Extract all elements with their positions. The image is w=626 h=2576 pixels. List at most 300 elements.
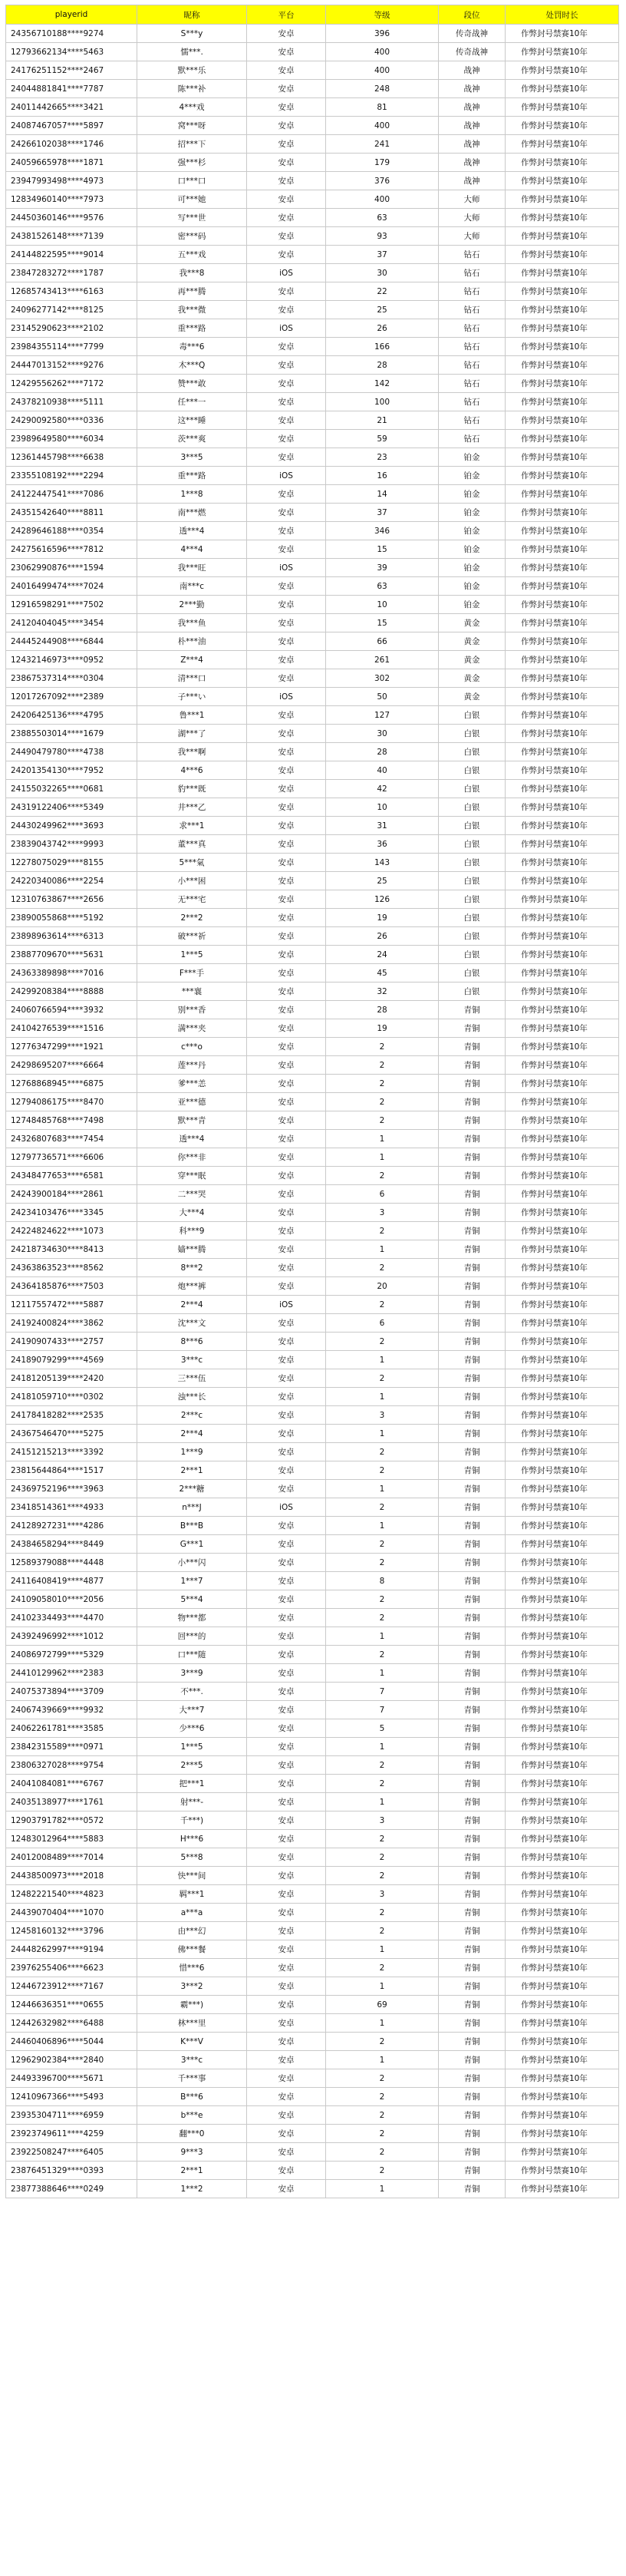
table-row	[6, 743, 619, 761]
cell-nickname: S***y	[137, 25, 247, 43]
cell-level: 2	[326, 1443, 439, 1461]
cell-playerid: 12794086175****8470	[6, 1093, 137, 1111]
cell-level: 81	[326, 98, 439, 117]
cell-nickname: 回***的	[137, 1627, 247, 1646]
cell-playerid: 24445244908****6844	[6, 632, 137, 651]
cell-level: 28	[326, 1001, 439, 1019]
cell-rank: 黄金	[439, 632, 506, 651]
cell-level: 10	[326, 798, 439, 817]
cell-level: 20	[326, 1277, 439, 1296]
cell-playerid: 23806327028****9754	[6, 1756, 137, 1775]
cell-playerid: 24176251152****2467	[6, 61, 137, 80]
cell-playerid: 23947993498****4973	[6, 172, 137, 190]
cell-level: 2	[326, 1959, 439, 1977]
cell-penalty: 作弊封号禁赛10年	[506, 1461, 619, 1480]
cell-rank: 青铜	[439, 1977, 506, 1996]
cell-nickname: 1***5	[137, 946, 247, 964]
cell-level: 1	[326, 1351, 439, 1369]
cell-nickname: 9***3	[137, 2143, 247, 2162]
cell-penalty: 作弊封号禁赛10年	[506, 154, 619, 172]
cell-playerid: 24044881841****7787	[6, 80, 137, 98]
header-row	[6, 5, 619, 25]
cell-level: 2	[326, 1922, 439, 1940]
cell-penalty: 作弊封号禁赛10年	[506, 1959, 619, 1977]
cell-level: 2	[326, 1093, 439, 1111]
cell-rank: 白银	[439, 854, 506, 872]
cell-nickname: 1***2	[137, 2180, 247, 2198]
header-playerid: playerid	[6, 5, 137, 25]
cell-nickname: 3***9	[137, 1664, 247, 1683]
table-row	[6, 301, 619, 319]
cell-nickname: 物***都	[137, 1609, 247, 1627]
table-row	[6, 117, 619, 135]
cell-platform: 安卓	[247, 596, 326, 614]
table-row	[6, 1240, 619, 1259]
table-row	[6, 2014, 619, 2033]
cell-nickname: 口***口	[137, 172, 247, 190]
cell-nickname: 不***.	[137, 1683, 247, 1701]
cell-playerid: 24067439669****9932	[6, 1701, 137, 1719]
cell-nickname: 1***8	[137, 485, 247, 504]
table-row	[6, 61, 619, 80]
table-row	[6, 98, 619, 117]
cell-penalty: 作弊封号禁赛10年	[506, 1793, 619, 1811]
cell-playerid: 24144822595****9014	[6, 246, 137, 264]
table-row	[6, 1535, 619, 1554]
cell-playerid: 12797736571****6606	[6, 1148, 137, 1167]
cell-level: 2	[326, 1333, 439, 1351]
cell-platform: 安卓	[247, 117, 326, 135]
table-row	[6, 246, 619, 264]
table-row	[6, 154, 619, 172]
cell-playerid: 24120404045****3454	[6, 614, 137, 632]
cell-platform: 安卓	[247, 1130, 326, 1148]
cell-penalty: 作弊封号禁赛10年	[506, 2106, 619, 2125]
cell-penalty: 作弊封号禁赛10年	[506, 485, 619, 504]
table-row	[6, 1075, 619, 1093]
table-row	[6, 1683, 619, 1701]
cell-nickname: 再***腾	[137, 282, 247, 301]
table-row	[6, 1646, 619, 1664]
cell-level: 1	[326, 1977, 439, 1996]
cell-penalty: 作弊封号禁赛10年	[506, 1222, 619, 1240]
cell-playerid: 24367546470****5275	[6, 1425, 137, 1443]
cell-nickname: 毒***6	[137, 338, 247, 356]
cell-rank: 青铜	[439, 1185, 506, 1204]
cell-playerid: 24059665978****1871	[6, 154, 137, 172]
cell-rank: 钻石	[439, 411, 506, 430]
cell-rank: 青铜	[439, 1425, 506, 1443]
cell-nickname: 我***8	[137, 264, 247, 282]
cell-penalty: 作弊封号禁赛10年	[506, 1038, 619, 1056]
cell-nickname: 千***)	[137, 1811, 247, 1830]
cell-level: 26	[326, 319, 439, 338]
cell-playerid: 23922508247****6405	[6, 2143, 137, 2162]
cell-nickname: c***o	[137, 1038, 247, 1056]
table-row	[6, 669, 619, 688]
cell-rank: 钻石	[439, 375, 506, 393]
cell-rank: 青铜	[439, 1535, 506, 1554]
cell-level: 19	[326, 1019, 439, 1038]
cell-platform: 安卓	[247, 2180, 326, 2198]
cell-penalty: 作弊封号禁赛10年	[506, 1811, 619, 1830]
cell-nickname: 湖***了	[137, 725, 247, 743]
cell-playerid: 23418514361****4933	[6, 1498, 137, 1517]
cell-platform: 安卓	[247, 80, 326, 98]
cell-rank: 青铜	[439, 1369, 506, 1388]
cell-rank: 传奇战神	[439, 43, 506, 61]
cell-nickname: 任***一	[137, 393, 247, 411]
cell-penalty: 作弊封号禁赛10年	[506, 835, 619, 854]
cell-rank: 钻石	[439, 282, 506, 301]
cell-penalty: 作弊封号禁赛10年	[506, 946, 619, 964]
table-row	[6, 1001, 619, 1019]
cell-rank: 青铜	[439, 1719, 506, 1738]
cell-platform: 安卓	[247, 1830, 326, 1848]
cell-playerid: 24439070404****1070	[6, 1904, 137, 1922]
table-row	[6, 1498, 619, 1517]
cell-playerid: 12442632982****6488	[6, 2014, 137, 2033]
cell-platform: 安卓	[247, 1554, 326, 1572]
cell-platform: 安卓	[247, 1480, 326, 1498]
cell-penalty: 作弊封号禁赛10年	[506, 1498, 619, 1517]
cell-level: 2	[326, 2125, 439, 2143]
cell-penalty: 作弊封号禁赛10年	[506, 1111, 619, 1130]
cell-platform: 安卓	[247, 1388, 326, 1406]
cell-playerid: 24189079299****4569	[6, 1351, 137, 1369]
cell-platform: 安卓	[247, 927, 326, 946]
cell-nickname: 重***路	[137, 467, 247, 485]
cell-playerid: 24190907433****2757	[6, 1333, 137, 1351]
cell-rank: 青铜	[439, 1204, 506, 1222]
cell-nickname: 可***她	[137, 190, 247, 209]
table-row	[6, 706, 619, 725]
cell-level: 1	[326, 1664, 439, 1683]
table-row	[6, 1443, 619, 1461]
cell-penalty: 作弊封号禁赛10年	[506, 1609, 619, 1627]
cell-nickname: 窝***呀	[137, 117, 247, 135]
cell-platform: 安卓	[247, 25, 326, 43]
cell-platform: 安卓	[247, 1756, 326, 1775]
cell-platform: 安卓	[247, 1001, 326, 1019]
cell-rank: 青铜	[439, 1627, 506, 1646]
cell-playerid: 24493396700****5671	[6, 2069, 137, 2088]
table-row	[6, 1019, 619, 1038]
cell-nickname: 这***睡	[137, 411, 247, 430]
header-platform: 平台	[247, 5, 326, 25]
cell-level: 2	[326, 1867, 439, 1885]
cell-nickname: 亚***德	[137, 1093, 247, 1111]
cell-platform: 安卓	[247, 1222, 326, 1240]
cell-level: 31	[326, 817, 439, 835]
cell-platform: 安卓	[247, 1204, 326, 1222]
cell-rank: 青铜	[439, 1038, 506, 1056]
cell-playerid: 24290092580****0336	[6, 411, 137, 430]
cell-platform: 安卓	[247, 1977, 326, 1996]
cell-nickname: 嫱***腾	[137, 1240, 247, 1259]
cell-level: 69	[326, 1996, 439, 2014]
cell-platform: iOS	[247, 688, 326, 706]
cell-playerid: 24181059710****0302	[6, 1388, 137, 1406]
cell-penalty: 作弊封号禁赛10年	[506, 577, 619, 596]
cell-penalty: 作弊封号禁赛10年	[506, 209, 619, 227]
table-row	[6, 1719, 619, 1738]
cell-playerid: 12310763867****2656	[6, 890, 137, 909]
cell-level: 26	[326, 927, 439, 946]
cell-platform: 安卓	[247, 356, 326, 375]
cell-penalty: 作弊封号禁赛10年	[506, 2162, 619, 2180]
cell-platform: 安卓	[247, 1590, 326, 1609]
cell-playerid: 23867537314****0304	[6, 669, 137, 688]
cell-rank: 青铜	[439, 1461, 506, 1480]
cell-playerid: 24447013152****9276	[6, 356, 137, 375]
table-row	[6, 190, 619, 209]
cell-rank: 青铜	[439, 2143, 506, 2162]
cell-platform: 安卓	[247, 282, 326, 301]
cell-rank: 青铜	[439, 1240, 506, 1259]
cell-rank: 白银	[439, 983, 506, 1001]
cell-rank: 青铜	[439, 2033, 506, 2051]
cell-platform: iOS	[247, 264, 326, 282]
cell-level: 2	[326, 1498, 439, 1517]
cell-penalty: 作弊封号禁赛10年	[506, 522, 619, 540]
cell-nickname: 1***7	[137, 1572, 247, 1590]
cell-playerid: 24016499474****7024	[6, 577, 137, 596]
cell-playerid: 24392496992****1012	[6, 1627, 137, 1646]
cell-level: 19	[326, 909, 439, 927]
cell-playerid: 12117557472****5887	[6, 1296, 137, 1314]
cell-nickname: 浊***长	[137, 1388, 247, 1406]
cell-penalty: 作弊封号禁赛10年	[506, 467, 619, 485]
cell-penalty: 作弊封号禁赛10年	[506, 1185, 619, 1204]
cell-rank: 青铜	[439, 1314, 506, 1333]
cell-nickname: 重***路	[137, 319, 247, 338]
cell-playerid: 12962902384****2840	[6, 2051, 137, 2069]
cell-playerid: 24201354130****7952	[6, 761, 137, 780]
cell-platform: 安卓	[247, 1351, 326, 1369]
cell-penalty: 作弊封号禁赛10年	[506, 1922, 619, 1940]
cell-platform: 安卓	[247, 1683, 326, 1701]
cell-penalty: 作弊封号禁赛10年	[506, 890, 619, 909]
cell-penalty: 作弊封号禁赛10年	[506, 2088, 619, 2106]
cell-playerid: 24035138977****1761	[6, 1793, 137, 1811]
cell-penalty: 作弊封号禁赛10年	[506, 356, 619, 375]
table-row	[6, 448, 619, 467]
cell-level: 22	[326, 282, 439, 301]
cell-penalty: 作弊封号禁赛10年	[506, 706, 619, 725]
cell-nickname: 三***伍	[137, 1369, 247, 1388]
cell-level: 2	[326, 1609, 439, 1627]
cell-rank: 铂金	[439, 448, 506, 467]
cell-rank: 白银	[439, 927, 506, 946]
cell-penalty: 作弊封号禁赛10年	[506, 301, 619, 319]
table-row	[6, 411, 619, 430]
cell-penalty: 作弊封号禁赛10年	[506, 1369, 619, 1388]
cell-playerid: 24348477653****6581	[6, 1167, 137, 1185]
table-row	[6, 1793, 619, 1811]
cell-penalty: 作弊封号禁赛10年	[506, 669, 619, 688]
cell-platform: 安卓	[247, 1793, 326, 1811]
cell-platform: 安卓	[247, 540, 326, 559]
cell-penalty: 作弊封号禁赛10年	[506, 1019, 619, 1038]
table-row	[6, 1388, 619, 1406]
cell-rank: 青铜	[439, 1093, 506, 1111]
cell-penalty: 作弊封号禁赛10年	[506, 798, 619, 817]
cell-playerid: 12685743413****6163	[6, 282, 137, 301]
cell-platform: 安卓	[247, 890, 326, 909]
cell-penalty: 作弊封号禁赛10年	[506, 1406, 619, 1425]
cell-level: 8	[326, 1572, 439, 1590]
cell-nickname: 2***1	[137, 2162, 247, 2180]
cell-rank: 青铜	[439, 1775, 506, 1793]
cell-platform: 安卓	[247, 1811, 326, 1830]
cell-platform: 安卓	[247, 1333, 326, 1351]
cell-level: 6	[326, 1185, 439, 1204]
cell-playerid: 12748485768****7498	[6, 1111, 137, 1130]
table-row	[6, 2180, 619, 2198]
table-row	[6, 559, 619, 577]
cell-penalty: 作弊封号禁赛10年	[506, 1480, 619, 1498]
cell-rank: 铂金	[439, 559, 506, 577]
cell-penalty: 作弊封号禁赛10年	[506, 725, 619, 743]
cell-penalty: 作弊封号禁赛10年	[506, 1683, 619, 1701]
cell-penalty: 作弊封号禁赛10年	[506, 375, 619, 393]
cell-nickname: 5***4	[137, 1590, 247, 1609]
cell-penalty: 作弊封号禁赛10年	[506, 909, 619, 927]
cell-playerid: 12768868945****6875	[6, 1075, 137, 1093]
cell-penalty: 作弊封号禁赛10年	[506, 98, 619, 117]
table-row	[6, 1056, 619, 1075]
cell-nickname: n***J	[137, 1498, 247, 1517]
cell-level: 2	[326, 2143, 439, 2162]
cell-nickname: B***B	[137, 1517, 247, 1535]
table-row	[6, 780, 619, 798]
cell-rank: 白银	[439, 964, 506, 983]
cell-playerid: 12903791782****0572	[6, 1811, 137, 1830]
table-row	[6, 964, 619, 983]
cell-level: 346	[326, 522, 439, 540]
cell-rank: 青铜	[439, 1811, 506, 1830]
table-row	[6, 1554, 619, 1572]
cell-platform: 安卓	[247, 1738, 326, 1756]
cell-playerid: 24363389898****7016	[6, 964, 137, 983]
cell-playerid: 24438500973****2018	[6, 1867, 137, 1885]
cell-penalty: 作弊封号禁赛10年	[506, 817, 619, 835]
table-row	[6, 319, 619, 338]
cell-playerid: 24364185876****7503	[6, 1277, 137, 1296]
cell-rank: 青铜	[439, 1664, 506, 1683]
cell-penalty: 作弊封号禁赛10年	[506, 1572, 619, 1590]
cell-rank: 战神	[439, 117, 506, 135]
cell-level: 25	[326, 301, 439, 319]
cell-rank: 青铜	[439, 1683, 506, 1701]
cell-level: 59	[326, 430, 439, 448]
cell-level: 166	[326, 338, 439, 356]
cell-platform: 安卓	[247, 1646, 326, 1664]
cell-playerid: 24490479780****4738	[6, 743, 137, 761]
cell-level: 5	[326, 1719, 439, 1738]
cell-playerid: 23877388646****0249	[6, 2180, 137, 2198]
cell-rank: 铂金	[439, 540, 506, 559]
cell-platform: 安卓	[247, 98, 326, 117]
cell-penalty: 作弊封号禁赛10年	[506, 761, 619, 780]
cell-penalty: 作弊封号禁赛10年	[506, 1996, 619, 2014]
cell-nickname: 懦***.	[137, 43, 247, 61]
cell-platform: 安卓	[247, 706, 326, 725]
cell-rank: 青铜	[439, 1922, 506, 1940]
cell-level: 1	[326, 1240, 439, 1259]
cell-playerid: 24128927231****4286	[6, 1517, 137, 1535]
cell-level: 21	[326, 411, 439, 430]
cell-penalty: 作弊封号禁赛10年	[506, 1167, 619, 1185]
cell-level: 248	[326, 80, 439, 98]
cell-rank: 青铜	[439, 1848, 506, 1867]
cell-rank: 钻石	[439, 338, 506, 356]
cell-level: 400	[326, 190, 439, 209]
cell-rank: 黄金	[439, 614, 506, 632]
cell-level: 2	[326, 1369, 439, 1388]
cell-nickname: 2***4	[137, 1425, 247, 1443]
table-row	[6, 798, 619, 817]
cell-rank: 白银	[439, 835, 506, 854]
cell-playerid: 24102334493****4470	[6, 1609, 137, 1627]
table-row	[6, 890, 619, 909]
cell-level: 1	[326, 1480, 439, 1498]
table-row	[6, 1848, 619, 1867]
cell-platform: 安卓	[247, 338, 326, 356]
cell-platform: 安卓	[247, 1609, 326, 1627]
cell-playerid: 24448262997****9194	[6, 1940, 137, 1959]
cell-level: 30	[326, 725, 439, 743]
cell-rank: 青铜	[439, 1019, 506, 1038]
cell-level: 14	[326, 485, 439, 504]
cell-level: 302	[326, 669, 439, 688]
cell-nickname: 惜***6	[137, 1959, 247, 1977]
cell-rank: 钻石	[439, 319, 506, 338]
cell-playerid: 24192400824****3862	[6, 1314, 137, 1333]
cell-rank: 青铜	[439, 2088, 506, 2106]
cell-nickname: 霸***)	[137, 1996, 247, 2014]
cell-penalty: 作弊封号禁赛10年	[506, 964, 619, 983]
cell-nickname: 无***宅	[137, 890, 247, 909]
cell-level: 15	[326, 614, 439, 632]
cell-nickname: 透***4	[137, 522, 247, 540]
cell-playerid: 24298695207****6664	[6, 1056, 137, 1075]
cell-level: 30	[326, 264, 439, 282]
cell-playerid: 24062261781****3585	[6, 1719, 137, 1738]
table-body	[6, 25, 619, 2198]
cell-level: 126	[326, 890, 439, 909]
table-row	[6, 430, 619, 448]
table-row	[6, 1333, 619, 1351]
cell-nickname: 透***4	[137, 1130, 247, 1148]
cell-platform: 安卓	[247, 1904, 326, 1922]
cell-platform: 安卓	[247, 946, 326, 964]
cell-playerid: 23887709670****5631	[6, 946, 137, 964]
cell-platform: 安卓	[247, 909, 326, 927]
cell-level: 24	[326, 946, 439, 964]
cell-penalty: 作弊封号禁赛10年	[506, 2143, 619, 2162]
cell-rank: 大师	[439, 190, 506, 209]
cell-rank: 铂金	[439, 485, 506, 504]
cell-rank: 青铜	[439, 1609, 506, 1627]
table-row	[6, 2106, 619, 2125]
cell-playerid: 23355108192****2294	[6, 467, 137, 485]
cell-platform: 安卓	[247, 1627, 326, 1646]
cell-platform: 安卓	[247, 1996, 326, 2014]
cell-level: 2	[326, 1461, 439, 1480]
cell-level: 32	[326, 983, 439, 1001]
